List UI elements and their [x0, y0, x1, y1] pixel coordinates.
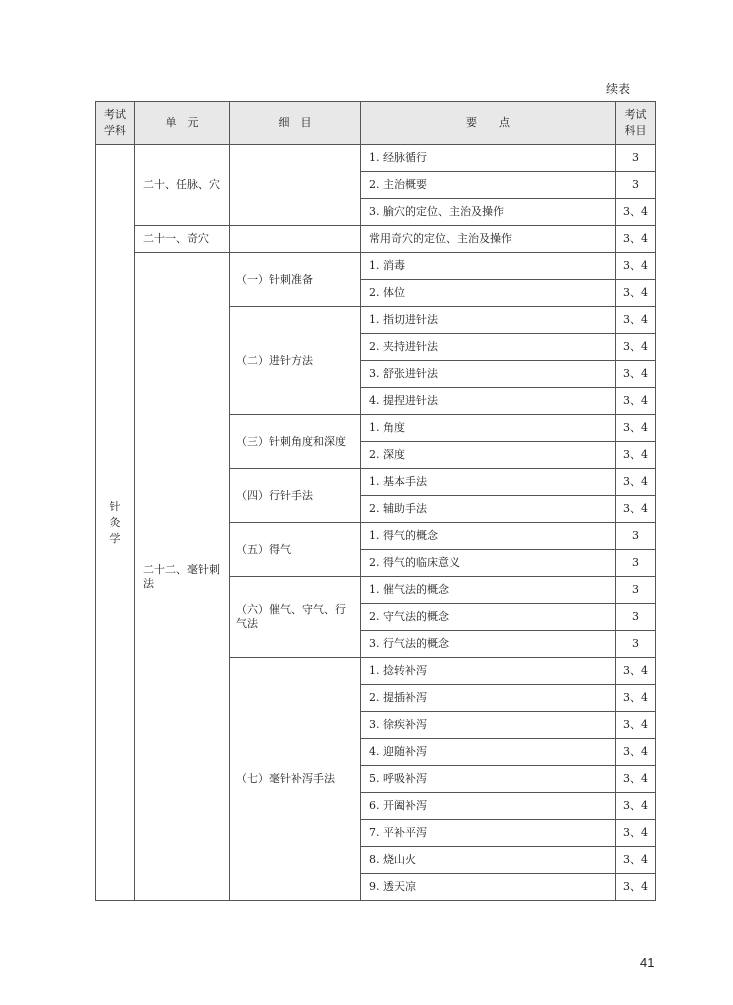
point-cell: 2. 辅助手法 — [361, 496, 616, 523]
point-cell: 8. 烧山火 — [361, 847, 616, 874]
code-cell: 3、4 — [616, 847, 656, 874]
point-cell: 7. 平补平泻 — [361, 820, 616, 847]
point-cell: 常用奇穴的定位、主治及操作 — [361, 226, 616, 253]
code-cell: 3、4 — [616, 280, 656, 307]
code-cell: 3 — [616, 604, 656, 631]
code-cell: 3 — [616, 577, 656, 604]
table-row — [96, 145, 656, 172]
subject-cell: 针灸学 — [96, 145, 135, 901]
point-cell: 2. 主治概要 — [361, 172, 616, 199]
point-cell: 1. 基本手法 — [361, 469, 616, 496]
header-code: 考试科目 — [616, 102, 656, 145]
code-cell: 3、4 — [616, 442, 656, 469]
point-cell: 3. 行气法的概念 — [361, 631, 616, 658]
point-cell: 1. 指切进针法 — [361, 307, 616, 334]
unit-cell: 二十、任脉、穴 — [135, 145, 230, 226]
point-cell: 5. 呼吸补泻 — [361, 766, 616, 793]
detail-cell — [230, 145, 361, 226]
header-unit: 单 元 — [135, 102, 230, 145]
code-cell: 3、4 — [616, 307, 656, 334]
point-cell: 2. 守气法的概念 — [361, 604, 616, 631]
point-cell: 4. 迎随补泻 — [361, 739, 616, 766]
code-cell: 3、4 — [616, 793, 656, 820]
point-cell: 1. 捻转补泻 — [361, 658, 616, 685]
code-cell: 3、4 — [616, 739, 656, 766]
header-points: 要 点 — [361, 102, 616, 145]
table-row — [96, 253, 656, 280]
point-cell: 3. 徐疾补泻 — [361, 712, 616, 739]
point-cell: 2. 夹持进针法 — [361, 334, 616, 361]
code-cell: 3、4 — [616, 874, 656, 901]
point-cell: 1. 得气的概念 — [361, 523, 616, 550]
code-cell: 3、4 — [616, 658, 656, 685]
code-cell: 3、4 — [616, 766, 656, 793]
detail-cell: （五）得气 — [230, 523, 361, 577]
point-cell: 6. 开阖补泻 — [361, 793, 616, 820]
page-number: 41 — [640, 955, 655, 970]
code-cell: 3、4 — [616, 496, 656, 523]
code-cell: 3 — [616, 172, 656, 199]
header-row — [96, 102, 656, 145]
code-cell: 3、4 — [616, 388, 656, 415]
continued-label: 续表 — [606, 82, 631, 96]
table-row — [96, 226, 656, 253]
point-cell: 4. 提捏进针法 — [361, 388, 616, 415]
point-cell: 3. 舒张进针法 — [361, 361, 616, 388]
detail-cell: （二）进针方法 — [230, 307, 361, 415]
code-cell: 3、4 — [616, 415, 656, 442]
point-cell: 3. 腧穴的定位、主治及操作 — [361, 199, 616, 226]
point-cell: 1. 催气法的概念 — [361, 577, 616, 604]
code-cell: 3、4 — [616, 469, 656, 496]
code-cell: 3、4 — [616, 334, 656, 361]
header-detail: 细 目 — [230, 102, 361, 145]
code-cell: 3、4 — [616, 361, 656, 388]
syllabus-table — [95, 101, 656, 901]
point-cell: 1. 消毒 — [361, 253, 616, 280]
code-cell: 3 — [616, 631, 656, 658]
code-cell: 3、4 — [616, 226, 656, 253]
code-cell: 3、4 — [616, 253, 656, 280]
detail-cell: （一）针刺准备 — [230, 253, 361, 307]
point-cell: 9. 透天凉 — [361, 874, 616, 901]
detail-cell — [230, 226, 361, 253]
code-cell: 3 — [616, 145, 656, 172]
point-cell: 1. 经脉循行 — [361, 145, 616, 172]
detail-cell: （四）行针手法 — [230, 469, 361, 523]
code-cell: 3 — [616, 550, 656, 577]
code-cell: 3、4 — [616, 199, 656, 226]
unit-cell: 二十一、奇穴 — [135, 226, 230, 253]
code-cell: 3 — [616, 523, 656, 550]
point-cell: 1. 角度 — [361, 415, 616, 442]
code-cell: 3、4 — [616, 685, 656, 712]
detail-cell: （三）针刺角度和深度 — [230, 415, 361, 469]
point-cell: 2. 体位 — [361, 280, 616, 307]
code-cell: 3、4 — [616, 712, 656, 739]
point-cell: 2. 深度 — [361, 442, 616, 469]
header-subject: 考试学科 — [96, 102, 135, 145]
unit-cell: 二十二、毫针刺法 — [135, 253, 230, 901]
detail-cell: （六）催气、守气、行气法 — [230, 577, 361, 658]
code-cell: 3、4 — [616, 820, 656, 847]
point-cell: 2. 提插补泻 — [361, 685, 616, 712]
point-cell: 2. 得气的临床意义 — [361, 550, 616, 577]
detail-cell: （七）毫针补泻手法 — [230, 658, 361, 901]
